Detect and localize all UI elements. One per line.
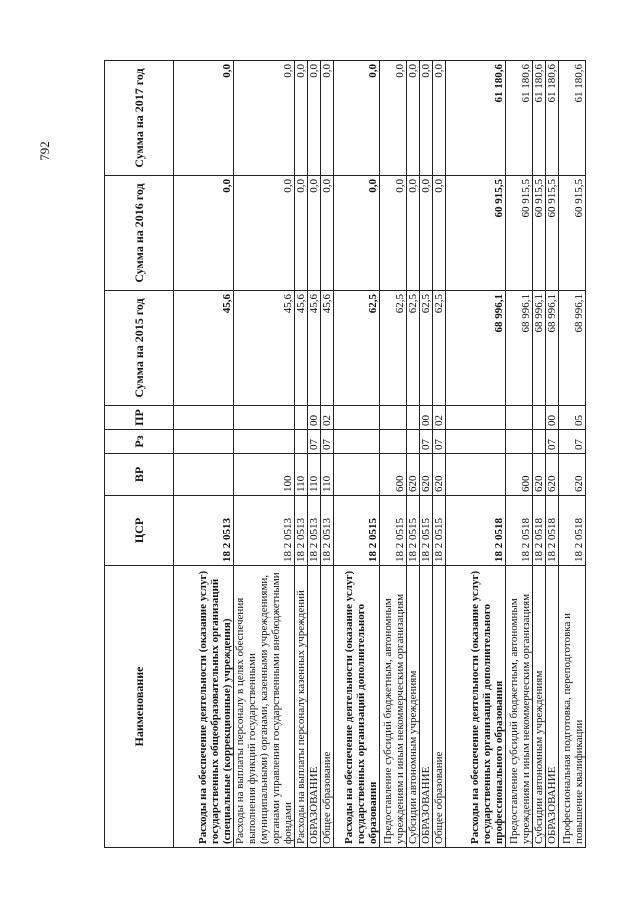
header-name: Наименование	[105, 566, 174, 848]
cell-csr: 18 2 0513	[174, 496, 234, 566]
header-vr: ВР	[105, 454, 174, 496]
cell-sum-2017: 61 180,6	[506, 61, 533, 176]
cell-rz: 07	[559, 430, 586, 454]
table-row	[321, 61, 334, 848]
cell-sum-2015: 68 996,1	[533, 291, 546, 406]
cell-sum-2016: 0,0	[308, 176, 321, 291]
cell-sum-2015: 62,5	[407, 291, 420, 406]
cell-sum-2016: 0,0	[295, 176, 308, 291]
cell-sum-2016: 0,0	[321, 176, 334, 291]
cell-pr: 00	[546, 406, 559, 430]
table-row	[433, 61, 446, 848]
cell-name: ОБРАЗОВАНИЕ	[420, 566, 433, 848]
table-row	[407, 61, 420, 848]
cell-sum-2015: 62,5	[334, 291, 380, 406]
table-row	[174, 61, 234, 848]
cell-sum-2017: 0,0	[433, 61, 446, 176]
cell-pr	[533, 406, 546, 430]
cell-sum-2017: 61 180,6	[559, 61, 586, 176]
header-sum-2015: Сумма на 2015 год	[105, 291, 174, 406]
cell-sum-2017: 0,0	[420, 61, 433, 176]
cell-pr: 05	[559, 406, 586, 430]
cell-vr: 110	[295, 454, 308, 496]
cell-sum-2015: 62,5	[433, 291, 446, 406]
cell-csr: 18 2 0513	[308, 496, 321, 566]
table-row	[234, 61, 295, 848]
cell-sum-2017: 0,0	[407, 61, 420, 176]
cell-name: Общее образование	[433, 566, 446, 848]
cell-name: Расходы на обеспечение деятельности (оказание услуг) государственных общеобразовательных организаций (специальные (коррекционные) учреждения)	[174, 566, 234, 848]
table-row	[559, 61, 586, 848]
table-row	[546, 61, 559, 848]
cell-sum-2015: 45,6	[308, 291, 321, 406]
cell-name: Субсидии автономным учреждениям	[407, 566, 420, 848]
cell-sum-2015: 68 996,1	[559, 291, 586, 406]
cell-sum-2017: 61 180,6	[533, 61, 546, 176]
table-row	[295, 61, 308, 848]
cell-rz: 07	[420, 430, 433, 454]
cell-sum-2015: 68 996,1	[506, 291, 533, 406]
cell-sum-2015: 62,5	[380, 291, 407, 406]
cell-csr: 18 2 0513	[295, 496, 308, 566]
cell-name: Предоставление субсидий бюджетным, автономным учреждениям и иным некоммерческим организациям	[506, 566, 533, 848]
cell-name: Предоставление субсидий бюджетным, автономным учреждениям и иным некоммерческим организациям	[380, 566, 407, 848]
cell-csr: 18 2 0513	[234, 496, 295, 566]
table-row	[380, 61, 407, 848]
cell-rz	[295, 430, 308, 454]
cell-rz	[234, 430, 295, 454]
cell-name: Расходы на выплаты персоналу казенных учреждений	[295, 566, 308, 848]
cell-sum-2017: 61 180,6	[546, 61, 559, 176]
cell-vr: 600	[506, 454, 533, 496]
cell-rz	[407, 430, 420, 454]
cell-csr: 18 2 0515	[380, 496, 407, 566]
cell-pr	[174, 406, 234, 430]
budget-table	[104, 60, 586, 848]
cell-csr: 18 2 0515	[334, 496, 380, 566]
cell-rz	[506, 430, 533, 454]
cell-csr: 18 2 0513	[321, 496, 334, 566]
budget-table-container	[104, 60, 585, 848]
cell-sum-2017: 0,0	[234, 61, 295, 176]
cell-sum-2016: 0,0	[407, 176, 420, 291]
header-rz: Рз	[105, 430, 174, 454]
cell-name: Расходы на выплаты персоналу в целях обеспечения выполнения функций государственными (муниципальными) органами, казенными учреждениями, органами управления государственными внебюджетными фондами	[234, 566, 295, 848]
cell-vr: 110	[321, 454, 334, 496]
table-row	[506, 61, 533, 848]
cell-pr	[407, 406, 420, 430]
cell-vr: 620	[546, 454, 559, 496]
cell-name: Расходы на обеспечение деятельности (оказание услуг) государственных организаций дополнительного профессионального образования	[446, 566, 506, 848]
cell-sum-2016: 0,0	[334, 176, 380, 291]
cell-sum-2016: 0,0	[380, 176, 407, 291]
cell-sum-2015: 45,6	[174, 291, 234, 406]
cell-vr: 620	[407, 454, 420, 496]
cell-sum-2017: 0,0	[308, 61, 321, 176]
cell-name: Расходы на обеспечение деятельности (оказание услуг) государственных организаций дополнительного образования	[334, 566, 380, 848]
cell-sum-2015: 45,6	[234, 291, 295, 406]
cell-vr	[174, 454, 234, 496]
cell-rz: 07	[308, 430, 321, 454]
cell-vr	[446, 454, 506, 496]
cell-vr: 620	[559, 454, 586, 496]
header-sum-2016: Сумма на 2016 год	[105, 176, 174, 291]
cell-pr	[506, 406, 533, 430]
cell-rz	[380, 430, 407, 454]
table-row	[308, 61, 321, 848]
cell-pr	[380, 406, 407, 430]
cell-sum-2017: 61 180,6	[446, 61, 506, 176]
cell-rz: 07	[321, 430, 334, 454]
cell-sum-2016: 0,0	[174, 176, 234, 291]
cell-sum-2017: 0,0	[380, 61, 407, 176]
cell-pr	[446, 406, 506, 430]
cell-sum-2016: 60 915,5	[546, 176, 559, 291]
cell-csr: 18 2 0518	[546, 496, 559, 566]
cell-vr	[334, 454, 380, 496]
table-row	[533, 61, 546, 848]
cell-pr	[295, 406, 308, 430]
cell-name: ОБРАЗОВАНИЕ	[546, 566, 559, 848]
cell-csr: 18 2 0518	[506, 496, 533, 566]
cell-sum-2016: 60 915,5	[533, 176, 546, 291]
cell-csr: 18 2 0518	[533, 496, 546, 566]
table-row	[334, 61, 380, 848]
cell-rz: 07	[546, 430, 559, 454]
cell-sum-2017: 0,0	[321, 61, 334, 176]
cell-sum-2017: 0,0	[295, 61, 308, 176]
cell-sum-2016: 60 915,5	[446, 176, 506, 291]
cell-vr: 620	[533, 454, 546, 496]
cell-csr: 18 2 0515	[433, 496, 446, 566]
table-row	[420, 61, 433, 848]
cell-pr	[234, 406, 295, 430]
cell-csr: 18 2 0518	[559, 496, 586, 566]
cell-rz	[334, 430, 380, 454]
cell-csr: 18 2 0515	[420, 496, 433, 566]
cell-rz	[446, 430, 506, 454]
cell-sum-2016: 60 915,5	[506, 176, 533, 291]
table-row	[446, 61, 506, 848]
cell-pr	[334, 406, 380, 430]
table-header-row	[105, 61, 174, 848]
cell-name: Общее образование	[321, 566, 334, 848]
header-pr: ПР	[105, 406, 174, 430]
cell-sum-2016: 0,0	[433, 176, 446, 291]
header-sum-2017: Сумма на 2017 год	[105, 61, 174, 176]
page-number: 792	[36, 141, 52, 161]
cell-name: ОБРАЗОВАНИЕ	[308, 566, 321, 848]
cell-sum-2015: 45,6	[295, 291, 308, 406]
cell-vr: 620	[420, 454, 433, 496]
cell-name: Субсидии автономным учреждениям	[533, 566, 546, 848]
cell-vr: 600	[380, 454, 407, 496]
cell-pr: 02	[321, 406, 334, 430]
cell-sum-2017: 0,0	[334, 61, 380, 176]
cell-csr: 18 2 0518	[446, 496, 506, 566]
cell-vr: 100	[234, 454, 295, 496]
cell-rz: 07	[433, 430, 446, 454]
cell-name: Профессиональная подготовка, переподготовка и повышение квалификации	[559, 566, 586, 848]
cell-vr: 620	[433, 454, 446, 496]
cell-sum-2017: 0,0	[174, 61, 234, 176]
cell-sum-2015: 68 996,1	[446, 291, 506, 406]
cell-sum-2015: 45,6	[321, 291, 334, 406]
cell-csr: 18 2 0515	[407, 496, 420, 566]
cell-sum-2015: 68 996,1	[546, 291, 559, 406]
cell-vr: 110	[308, 454, 321, 496]
cell-pr: 00	[420, 406, 433, 430]
cell-rz	[533, 430, 546, 454]
cell-pr: 02	[433, 406, 446, 430]
cell-pr: 00	[308, 406, 321, 430]
header-csr: ЦСР	[105, 496, 174, 566]
cell-rz	[174, 430, 234, 454]
cell-sum-2016: 0,0	[234, 176, 295, 291]
cell-sum-2015: 62,5	[420, 291, 433, 406]
cell-sum-2016: 0,0	[420, 176, 433, 291]
cell-sum-2016: 60 915,5	[559, 176, 586, 291]
